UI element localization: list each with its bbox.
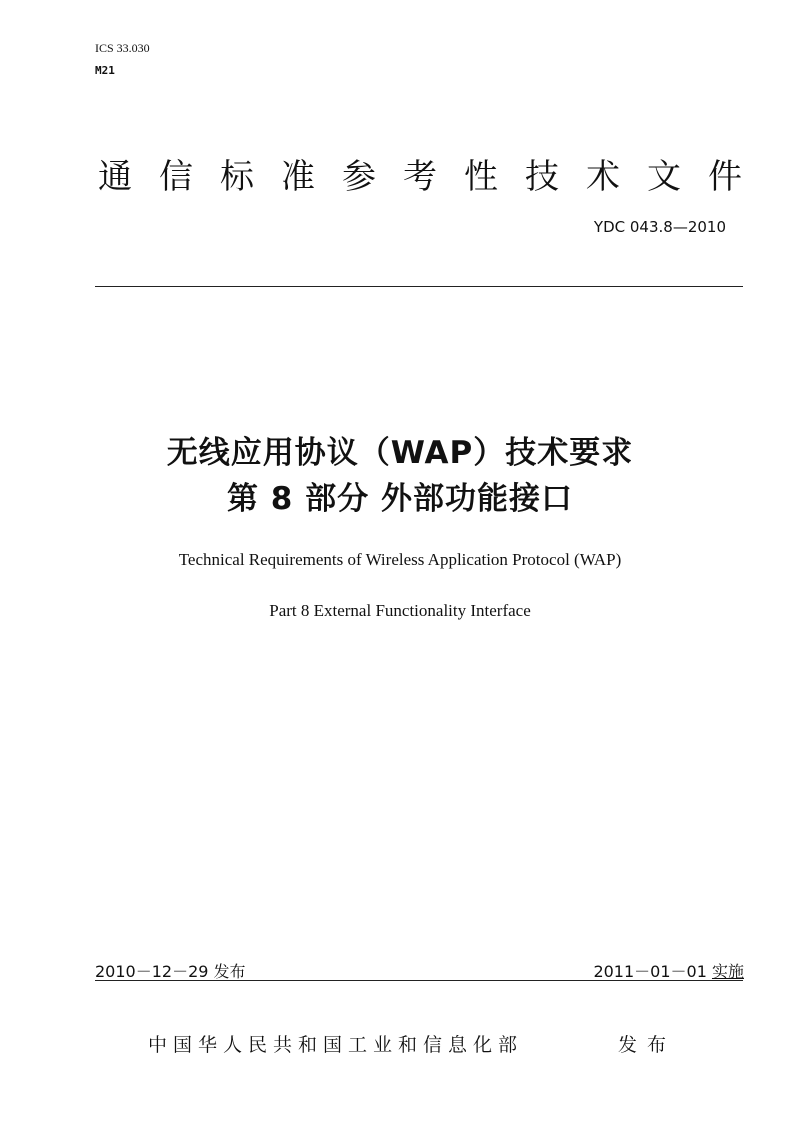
doc-type-char: 考 <box>403 157 437 197</box>
top-divider <box>95 286 743 287</box>
bottom-divider <box>95 980 743 981</box>
doc-type-char: 标 <box>220 157 254 197</box>
ics-code: ICS 33.030 <box>95 41 150 55</box>
doc-type-char: 术 <box>586 157 620 197</box>
classification-code: M21 <box>95 64 115 77</box>
title-line-2: 第 8 部分 外部功能接口 <box>227 481 573 517</box>
doc-type-char: 准 <box>281 157 315 197</box>
doc-type-char: 性 <box>464 157 498 197</box>
title-line-1: 无线应用协议（WAP）技术要求 <box>166 435 634 471</box>
english-title-line-2: Part 8 External Functionality Interface <box>269 601 531 620</box>
doc-type-char: 信 <box>159 157 193 197</box>
document-type-heading <box>95 152 745 202</box>
doc-type-char: 文 <box>647 157 681 197</box>
release-label: 发布 <box>618 1034 677 1056</box>
doc-type-char: 参 <box>342 157 376 197</box>
doc-type-char: 件 <box>708 157 742 197</box>
implementation-label: 实施 <box>711 962 744 981</box>
issue-date: 2010－12－29 发布 <box>95 962 246 981</box>
doc-type-char: 技 <box>525 157 559 197</box>
implementation-date <box>593 959 744 982</box>
doc-type-char: 通 <box>98 157 132 197</box>
document-code: YDC 043.8—2010 <box>593 218 726 236</box>
implementation-date-value: 2011－01－01 <box>593 962 707 981</box>
english-title-line-1: Technical Requirements of Wireless Application Protocol (WAP) <box>178 550 622 569</box>
issuing-ministry: 中国华人民共和国工业和信息化部 <box>148 1034 524 1056</box>
